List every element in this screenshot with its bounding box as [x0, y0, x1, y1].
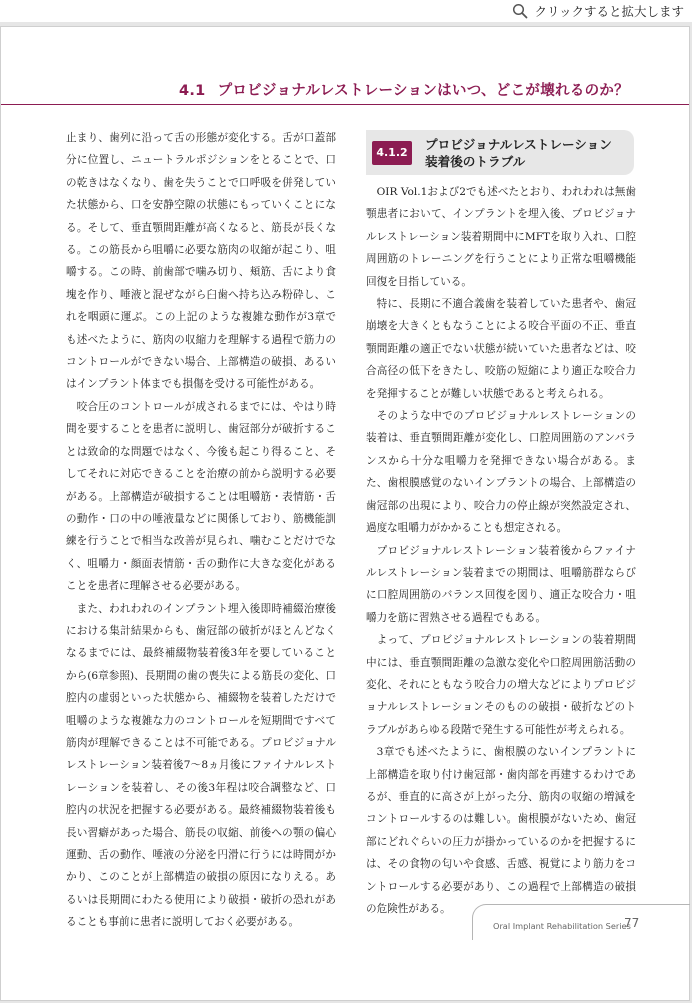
- chapter-title: プロビジョナルレストレーションはいつ、どこが壊れるのか？: [217, 83, 629, 99]
- series-title: Oral Implant Rehabilitation Series: [493, 921, 631, 931]
- right-column: [366, 181, 636, 920]
- paragraph: 3章でも述べたように、歯根膜のないインプラントに上部構造を取り付け歯冠部・歯肉部を再建するわけであるが、垂直的に高さが上がった分、筋肉の収縮の増減をコントロールするのは難しい。歯根膜がないため、歯冠部にどれぐらいの圧力が掛かっているのかを把握するには、その食物の匂いや食感、舌感、視覚により筋力をコントロールする必要があり、この過程で上部構造の破損の危険性がある。: [366, 746, 636, 915]
- section-heading: [366, 130, 634, 175]
- section-title-line: 装着後のトラブル: [425, 153, 526, 169]
- section-title: [425, 136, 612, 170]
- paragraph: 特に、長期に不適合義歯を装着していた患者や、歯冠崩壊を大きくともなうことによる咬合平面の不正、垂直顎間距離の適正でない状態が続いていた患者などは、咬合高径の低下をきたし、咬筋の短縮により適正な咬合力を発揮することが難しい状態であると考えられる。: [366, 298, 636, 400]
- zoom-button[interactable]: [512, 1, 684, 21]
- paragraph: また、われわれのインプラント埋入後即時補綴治療後における集計結果からも、歯冠部の破折がほとんどなくなるまでには、最終補綴物装着後3年を要していることから(6章参照)、長期間の歯の喪失による筋長の変化、口腔内の虚弱といった状態から、補綴物を装着しただけで咀嚼のような複雑な力のコントロールを短期間ですべて筋肉が理解できることは不可能である。プロビジョナルレストレーション装着後7～8ヵ月後にファイナルレストレーションを装着し、その後3年程は咬合調整など、口腔内の状況を把握する必要がある。最終補綴物装着後も長い習癖があった場合、筋長の収縮、前後への顎の偏心運動、舌の動作、唾液の分泌を円滑に行うには時間がかかり、このことが上部構造の破損の原因になりえる。あるいは長期間にわたる使用により破損・破折の恐れがあることも事前に患者に説明しておく必要がある。: [66, 602, 336, 929]
- zoom-label[interactable]: クリックすると拡大します: [534, 4, 684, 19]
- chapter-heading: [179, 79, 629, 100]
- paragraph: 止まり、歯列に沿って舌の形態が変化する。舌が口蓋部分に位置し、ニュートラルポジションをとることで、口の乾きはなくなり、歯を失うことで口呼吸を併発していた状態から、口を安静空隙の状態にもっていくことになる。そして、垂直顎間距離が高くなると、筋長が長くなる。この筋長から咀嚼に必要な筋肉の収縮が起こり、咀嚼する。この時、前歯部で噛み切り、頬筋、舌により食塊を作り、唾液と混ぜながら臼歯へ持ち込み粉砕し、これを咽頭に運ぶ。この上記のような複雑な動作が3章でも述べたように、筋肉の収縮力を理解する過程で筋力のコントロールができない場合、上部構造の破損、あるいはインプラント体までも損傷を受ける可能性がある。: [66, 132, 336, 391]
- paragraph: OIR Vol.1および2でも述べたとおり、われわれは無歯顎患者において、インプラントを埋入後、プロビジョナルレストレーション装着期間中にMFTを取り入れ、口腔周囲筋のトレーニングを行うことにより正常な咀嚼機能回復を目指している。: [366, 186, 636, 288]
- chapter-number: 4.1: [178, 83, 206, 99]
- left-column: [66, 127, 336, 934]
- magnifier-icon[interactable]: [512, 3, 528, 19]
- paragraph: そのような中でのプロビジョナルレストレーションの装着は、垂直顎間距離が変化し、口腔周囲筋のアンバランスから十分な咀嚼力を発揮できない場合がある。また、歯根膜感覚のないインプラントの場合、上部構造の歯冠部の出現により、咬合力の停止線が突然設定され、過度な咀嚼力がかかることも想定される。: [366, 410, 636, 535]
- top-bar: [0, 0, 692, 22]
- paragraph: プロビジョナルレストレーション装着後からファイナルレストレーション装着までの期間は、咀嚼筋群ならびに口腔周囲筋のバランス回復を図り、適正な咬合力・咀嚼力を筋に習熟させる過程でもある。: [366, 544, 636, 624]
- header-rule: [1, 104, 689, 105]
- paragraph: 咬合圧のコントロールが成されるまでには、やはり時間を要することを患者に説明し、歯冠部分が破折することは致命的な問題ではなく、今後も起こり得ること、そしてそれに対応できることを治療の前から説明する必要がある。上部構造が破損することは咀嚼筋・表情筋・舌の動作・口の中の唾液量などに関係しており、筋機能訓練を行うことで相当な改善が見られ、噛むことだけでなく、咀嚼力・顔面表情筋・舌の動作に大きな変化があることを患者に理解させる必要がある。: [66, 400, 336, 593]
- paragraph: よって、プロビジョナルレストレーションの装着期間中には、垂直顎間距離の急激な変化や口腔周囲筋活動の変化、それにともなう咬合力の増大などによりプロビジョナルレストレーションそのものの破損・破折などのトラブルがあらゆる段階で発生する可能性が考えられる。: [366, 634, 636, 736]
- page-number: 77: [624, 916, 640, 930]
- section-number-badge: 4.1.2: [372, 141, 412, 165]
- section-title-line: プロビジョナルレストレーション: [425, 136, 612, 152]
